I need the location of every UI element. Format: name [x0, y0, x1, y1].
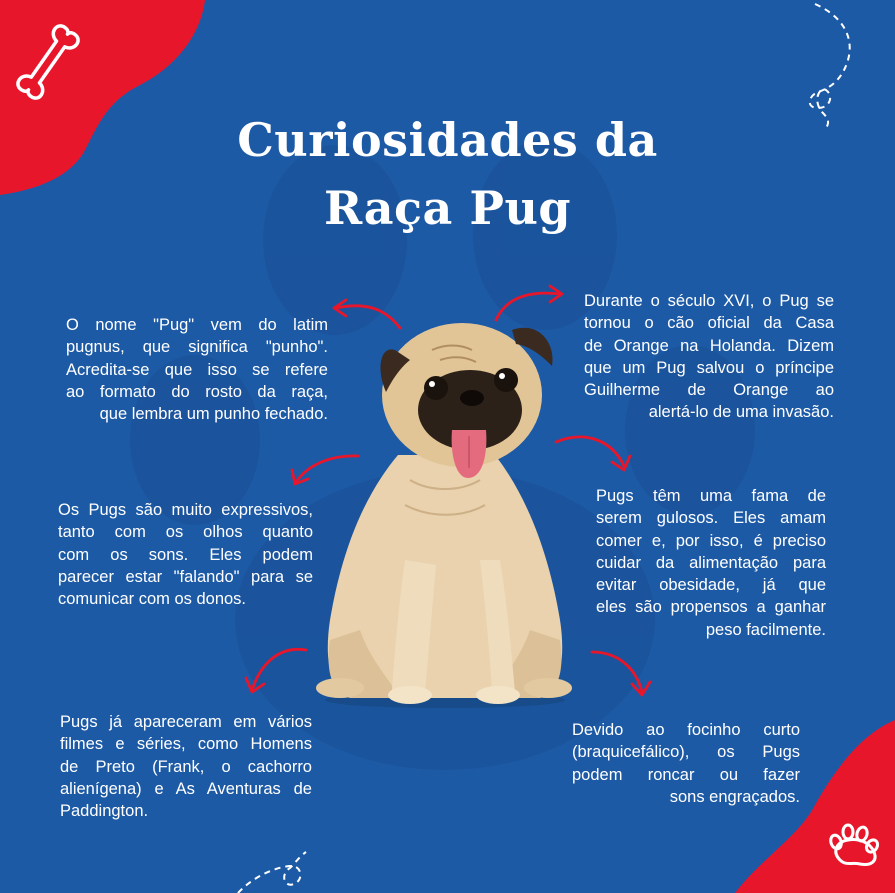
arrow-to-fact-3	[292, 456, 358, 484]
fact-line: alienígena) e As Aventuras de	[60, 779, 312, 798]
fact-line: podem roncar ou fazer	[572, 765, 800, 784]
fact-snoring	[572, 719, 800, 808]
dashed-line-bottom-left	[238, 852, 306, 893]
arrow-to-fact-4	[556, 437, 630, 470]
fact-line: com os sons. Eles podem	[58, 545, 313, 564]
fact-line: Devido ao focinho curto	[572, 721, 800, 739]
fact-house-of-orange	[584, 290, 834, 424]
page-title-line-1: Curiosidades da	[237, 113, 658, 167]
fact-line: de Preto (Frank, o cachorro	[60, 757, 312, 776]
fact-line: (braquicefálico), os Pugs	[572, 743, 800, 762]
fact-line: peso facilmente.	[705, 620, 826, 639]
fact-line: filmes e séries, como Homens	[60, 735, 312, 754]
fact-line: ao formato do rosto da raça,	[66, 382, 328, 401]
fact-line: tanto com os olhos quanto	[58, 523, 313, 542]
fact-line: eles são propensos a ganhar	[596, 598, 826, 617]
fact-line: Acredita-se que isso se refere	[66, 360, 328, 379]
fact-line: cuidar da alimentação para	[596, 553, 826, 572]
fact-line: evitar obesidade, já que	[596, 576, 826, 595]
fact-line: comer e, por isso, é preciso	[596, 531, 826, 550]
fact-expressive	[58, 499, 313, 610]
fact-line: que um Pug salvou o príncipe	[584, 358, 834, 377]
fact-line: comunicar com os donos.	[58, 590, 247, 609]
fact-line: que lembra um punho fechado.	[99, 405, 328, 424]
fact-line: pugnus, que significa "punho".	[66, 338, 328, 357]
fact-line: de Orange na Holanda. Dizem	[584, 336, 834, 355]
fact-line: alertá-lo de uma invasão.	[648, 403, 834, 422]
page-title-line-2: Raça Pug	[323, 181, 572, 235]
fact-line: Os Pugs são muito expressivos,	[58, 501, 313, 519]
fact-line: O nome "Pug" vem do latim	[66, 316, 328, 334]
fact-gluttony	[596, 485, 826, 641]
fact-line: sons engraçados.	[669, 787, 800, 806]
fact-line: serem gulosos. Eles amam	[596, 509, 826, 528]
fact-movies	[60, 711, 312, 822]
dashed-line-top-right	[810, 4, 850, 128]
fact-line: Durante o século XVI, o Pug se	[584, 292, 834, 310]
fact-line: Guilherme de Orange ao	[584, 381, 834, 400]
fact-line: Paddington.	[60, 802, 149, 821]
fact-name-origin	[66, 314, 328, 425]
fact-line: Pugs já apareceram em vários	[60, 713, 312, 731]
fact-line: tornou o cão oficial da Casa	[584, 314, 834, 333]
fact-line: parecer estar "falando" para se	[58, 567, 313, 586]
fact-line: Pugs têm uma fama de	[596, 487, 826, 505]
